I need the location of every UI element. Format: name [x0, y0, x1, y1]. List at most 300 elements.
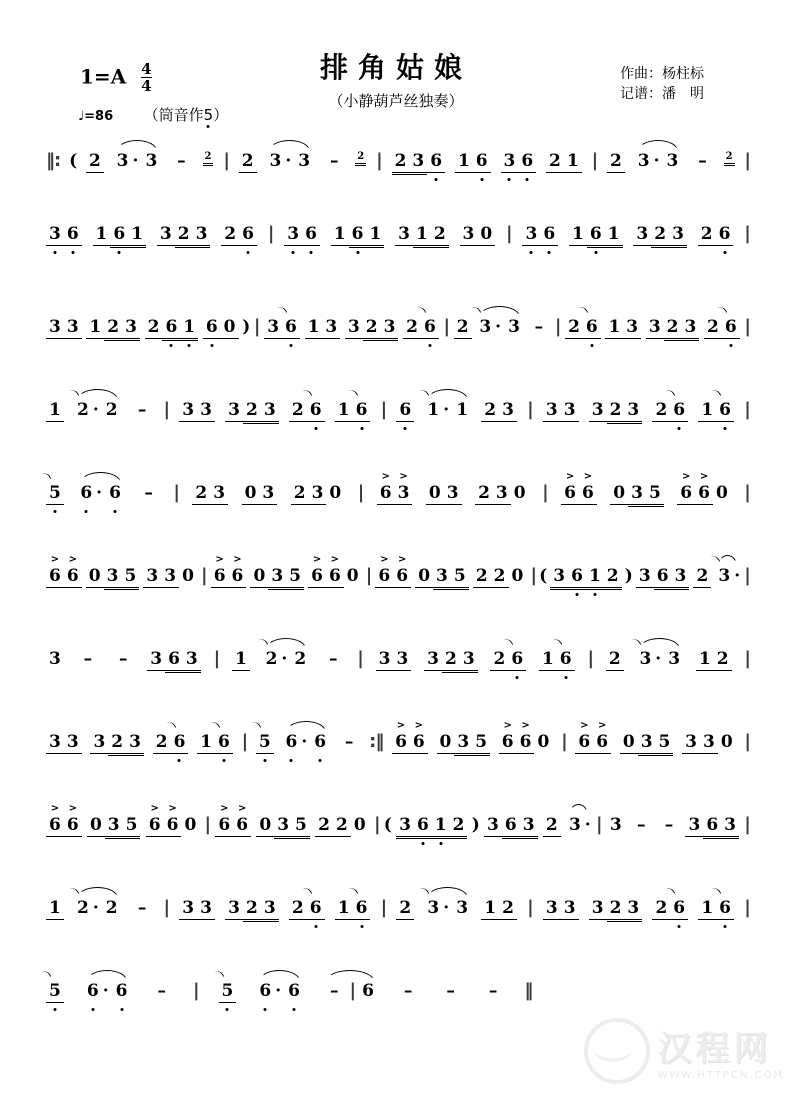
low-octave-dot: [508, 178, 511, 181]
dash-extension: –: [403, 981, 413, 1001]
tube-note-digit: 5: [203, 106, 214, 124]
note: 3: [456, 898, 469, 918]
beat-group: [375, 565, 411, 588]
note: 3: [623, 316, 641, 339]
note: 3: [672, 565, 690, 588]
note: 0: [256, 814, 274, 837]
note: 3: [628, 482, 646, 505]
note: 6: [716, 897, 734, 920]
note: 6: [716, 399, 734, 422]
note: 3: [210, 482, 228, 505]
beat-group: [543, 897, 579, 920]
note: 6: [654, 565, 672, 588]
beat-group: [86, 150, 104, 173]
beat-group: [505, 316, 523, 338]
beat-group: [46, 648, 64, 670]
beat-group: [377, 482, 413, 505]
beat-group: [345, 316, 399, 339]
slur: [321, 970, 379, 1002]
note: 2: [499, 897, 517, 920]
note: 3: [508, 317, 520, 337]
note: 2: [543, 814, 561, 837]
beat-group: [575, 731, 611, 754]
duration-dot: ·: [275, 981, 282, 1001]
note: 6: [557, 648, 575, 671]
barline: |: [357, 648, 363, 669]
beat-group: [453, 897, 471, 919]
note: 2: [606, 648, 624, 671]
grace-beat: [203, 150, 214, 164]
note: 3: [568, 815, 581, 835]
barline: |: [744, 150, 750, 171]
beat-group: [86, 316, 140, 339]
low-octave-dot: [71, 251, 74, 254]
note: 5: [121, 565, 139, 588]
paren: ): [242, 317, 251, 337]
low-octave-dot: [724, 427, 727, 430]
note: > 6: [211, 565, 229, 588]
note: > 6: [392, 731, 410, 754]
low-octave-dot: [222, 759, 225, 762]
note: 6: [110, 223, 128, 246]
note: 2: [481, 399, 499, 422]
note: 1: [564, 150, 582, 173]
beat-group: [256, 814, 310, 837]
note: 0: [250, 565, 268, 588]
note: > 6: [308, 565, 326, 588]
note: 3: [609, 815, 622, 835]
note: > 6: [579, 482, 597, 505]
note: 3: [638, 731, 656, 754]
note: > 6: [393, 565, 411, 588]
note: 3: [268, 565, 286, 588]
notation-line: [44, 223, 752, 257]
note: 6: [583, 316, 601, 339]
note: 2: [263, 648, 281, 670]
watermark-site-url: WWW.HTTPCN.COM: [657, 1070, 784, 1081]
barline: |: [595, 814, 602, 835]
note: 2: [652, 399, 670, 422]
beat-group: [715, 565, 740, 587]
note: 6: [421, 316, 439, 339]
tempo-marking: ♩=86: [78, 109, 114, 124]
note: 2: [725, 151, 733, 162]
beat-group: [221, 223, 257, 246]
beat-group: [146, 814, 200, 837]
low-octave-dot: [428, 344, 431, 347]
beat-group: [113, 980, 131, 1002]
note: 3: [522, 223, 540, 246]
note: 1: [456, 400, 469, 420]
beat-group: [403, 316, 439, 339]
note: 3: [225, 897, 243, 920]
slur: [82, 970, 133, 1002]
beat-group: [620, 731, 674, 754]
barline: |: [744, 814, 750, 835]
beat-group: [539, 648, 575, 671]
notation-line: [44, 389, 752, 423]
note: 3: [633, 223, 651, 246]
low-octave-dot: [210, 344, 213, 347]
barline: |: [542, 482, 548, 503]
note: 3: [543, 897, 561, 920]
low-octave-dot: [53, 1008, 56, 1011]
low-octave-dot: [114, 510, 117, 513]
low-octave-dot: [593, 593, 596, 596]
note: 2: [239, 150, 257, 173]
beat-group: [308, 565, 362, 588]
note: 3: [424, 897, 442, 919]
beat-group: [225, 399, 279, 422]
beat-group: [46, 731, 82, 754]
note: 3: [126, 731, 144, 754]
note: 3: [424, 648, 442, 671]
slur: [254, 970, 305, 1002]
note: 0: [537, 732, 550, 752]
dash-extension: –: [83, 649, 93, 669]
note: 3: [298, 151, 311, 171]
note: 3: [395, 223, 413, 246]
beat-group: [636, 565, 690, 588]
low-octave-dot: [91, 1008, 94, 1011]
beat-group: [46, 482, 64, 505]
note: 3: [264, 316, 282, 339]
low-octave-dot: [724, 925, 727, 928]
beat-group: [232, 648, 250, 671]
low-octave-dot: [480, 178, 483, 181]
duration-dot: ·: [285, 151, 292, 171]
dash-extension: –: [636, 815, 646, 835]
low-octave-dot: [356, 251, 359, 254]
beat-group: [239, 150, 257, 173]
barline: |: [591, 150, 598, 171]
note: 2: [704, 316, 722, 339]
slur: [713, 555, 742, 587]
note: 1: [481, 897, 499, 920]
paren: (: [383, 815, 392, 835]
low-octave-dot: [723, 251, 726, 254]
note: 2: [403, 316, 421, 339]
beat-group: [453, 399, 471, 421]
note: > 6: [233, 814, 251, 837]
note: 0: [242, 482, 260, 505]
note: > 6: [375, 565, 393, 588]
note: 2: [475, 482, 493, 505]
note: 0: [86, 565, 104, 588]
note: > 6: [499, 731, 517, 754]
note: 2: [431, 223, 449, 246]
note: 3: [444, 482, 462, 505]
note: 5: [286, 565, 304, 588]
beat-group: [315, 814, 369, 837]
beat-group: [473, 565, 527, 588]
beat-group: [636, 648, 661, 670]
beat-group: [291, 482, 345, 505]
barline: |: [380, 399, 387, 420]
beat-group: [652, 897, 688, 920]
note: 3: [345, 316, 363, 339]
duration-dot: ·: [443, 898, 450, 918]
note: 3: [225, 399, 243, 422]
note: 2: [714, 648, 732, 671]
paren: (: [69, 151, 78, 171]
dash-extension: –: [329, 151, 339, 171]
note: 1: [432, 814, 450, 837]
note: 3: [561, 399, 579, 422]
beat-group: [476, 316, 501, 338]
note: > 6: [146, 814, 164, 837]
beat-group: [84, 980, 109, 1002]
note: 3: [493, 482, 511, 505]
note: 3: [269, 151, 282, 171]
final-barline: ‖: [524, 980, 533, 1001]
watermark: [584, 1018, 784, 1084]
note: 6: [716, 223, 734, 246]
note: 3: [700, 731, 718, 754]
note: 3: [520, 814, 538, 837]
grace-beat: [355, 150, 366, 164]
beat-group: [225, 897, 279, 920]
note: 3: [721, 814, 739, 837]
beat-group: [289, 897, 325, 920]
note: 3: [636, 565, 654, 588]
beat-group: [698, 399, 734, 422]
note: 3: [682, 731, 700, 754]
note: 3: [261, 897, 279, 920]
beat-group: [74, 897, 99, 919]
note: 2: [491, 565, 509, 588]
note: 3: [685, 814, 703, 837]
slur: [634, 638, 685, 670]
beat-group: [635, 150, 660, 172]
note: 3: [561, 897, 579, 920]
beat-group: [501, 150, 537, 173]
barline: |: [253, 316, 260, 337]
barline: |: [223, 150, 229, 171]
barline: |: [163, 399, 170, 420]
note: 2: [392, 150, 410, 173]
note: 3: [682, 316, 700, 339]
note: 3: [157, 223, 175, 246]
note: 5: [123, 814, 141, 837]
beat-group: [295, 150, 313, 172]
note: 0: [184, 815, 197, 835]
duration-dot: ·: [653, 151, 660, 171]
note: 1: [46, 897, 64, 920]
slur: [564, 804, 593, 836]
barline: |: [380, 897, 387, 918]
note: 0: [715, 483, 728, 503]
note: 3: [179, 399, 197, 422]
beat-group: [665, 648, 683, 670]
note: 2: [473, 565, 491, 588]
note: 3: [284, 223, 302, 246]
notation-line: [44, 472, 752, 506]
note: 3: [669, 223, 687, 246]
barline: |: [744, 223, 750, 244]
beat-group: [192, 482, 228, 505]
note: 0: [620, 731, 638, 754]
slur: [422, 887, 473, 919]
note: 1: [698, 897, 716, 920]
note: 3: [668, 649, 681, 669]
beat-group: [103, 897, 121, 919]
dash-extension: –: [137, 400, 147, 420]
beat-group: [698, 897, 734, 920]
note: 2: [74, 399, 92, 421]
note: 0: [426, 482, 444, 505]
dash-extension: –: [177, 151, 186, 171]
low-octave-dot: [516, 676, 519, 679]
beat-group: [460, 223, 496, 246]
beat-group: [77, 482, 102, 504]
duration-dot: ·: [102, 981, 109, 1001]
low-octave-dot: [576, 593, 579, 596]
notation-line: [44, 555, 752, 589]
note: 3: [143, 565, 161, 588]
beat-group: [607, 814, 625, 836]
note: 6: [414, 814, 432, 837]
duration-dot: ·: [584, 815, 591, 835]
barline: |: [530, 565, 537, 586]
note: 3: [64, 316, 82, 339]
barline: |: [267, 223, 274, 244]
note: 3: [636, 648, 654, 670]
note: > 6: [677, 482, 695, 505]
beat-group: [283, 731, 308, 753]
note: 2: [652, 897, 670, 920]
note: 2: [243, 897, 261, 920]
beat-group: [395, 223, 449, 246]
composer-credit: 作曲：杨柱标: [620, 66, 704, 82]
note: 2: [289, 897, 307, 920]
beat-group: [396, 897, 414, 920]
low-octave-dot: [226, 1008, 229, 1011]
note: > 6: [561, 482, 579, 505]
note: 3: [193, 223, 211, 246]
beat-group: [610, 482, 664, 505]
note: > 6: [64, 814, 82, 837]
note: 2: [607, 897, 625, 920]
grace-note: [353, 150, 368, 164]
grace-note: [722, 150, 737, 164]
note: 0: [329, 483, 342, 503]
note: > 6: [575, 731, 593, 754]
note: > 6: [46, 565, 64, 588]
beat-group: [46, 223, 82, 246]
low-octave-dot: [178, 759, 181, 762]
song-subtitle: （小静葫芦丝独奏）: [328, 92, 464, 110]
slur: [261, 638, 312, 670]
note: 3: [46, 223, 64, 246]
note: 3: [309, 482, 327, 505]
note: 3: [49, 649, 61, 669]
beat-group: [203, 316, 239, 339]
note: 3: [589, 399, 607, 422]
beat-group: [179, 897, 215, 920]
beat-group: [103, 399, 121, 421]
beat-group: [46, 399, 64, 422]
note: 6: [502, 814, 520, 837]
beat-group: [415, 565, 469, 588]
note: > 6: [410, 731, 428, 754]
note: 5: [46, 980, 64, 1003]
note: 6: [239, 223, 257, 246]
beat-group: [219, 980, 237, 1003]
low-octave-dot: [564, 676, 567, 679]
note: 3: [394, 648, 412, 671]
note: > 6: [164, 814, 182, 837]
low-octave-dot: [435, 178, 438, 181]
note: 5: [219, 980, 237, 1003]
note: 1: [605, 316, 623, 339]
beat-group: [142, 150, 160, 172]
notation-line: [44, 887, 752, 921]
barline: |: [506, 223, 512, 244]
note: 6: [282, 316, 300, 339]
dash-extension: –: [328, 649, 338, 669]
note: 6: [203, 316, 221, 339]
note: 3: [484, 814, 502, 837]
note: 6: [307, 897, 325, 920]
beat-group: [114, 150, 139, 172]
note: 3: [322, 316, 340, 339]
note: 3: [145, 151, 158, 171]
barline: |: [744, 316, 750, 337]
note: 2: [153, 731, 171, 754]
barline: |: [443, 316, 450, 337]
note: 6: [165, 648, 183, 671]
note: 0: [182, 566, 194, 586]
note: 0: [513, 483, 526, 503]
note: 0: [720, 732, 733, 752]
dash-extension: –: [488, 981, 498, 1001]
beat-group: [490, 648, 526, 671]
note: 3: [460, 648, 478, 671]
note: 5: [292, 814, 310, 837]
barline: |: [744, 897, 750, 918]
beat-group: [284, 223, 320, 246]
low-octave-dot: [53, 510, 56, 513]
grace-note: [201, 150, 216, 164]
beat-group: [143, 565, 197, 588]
note: 3: [90, 731, 108, 754]
beat-group: [566, 814, 591, 836]
dash-extension: –: [446, 981, 455, 1001]
note: 6: [77, 482, 95, 504]
low-octave-dot: [678, 925, 681, 928]
note: 2: [145, 316, 163, 339]
slur: [422, 389, 473, 421]
note: 2: [315, 814, 333, 837]
barline: |: [527, 399, 533, 420]
beat-group: [475, 482, 529, 505]
note: 2: [192, 482, 210, 505]
low-octave-dot: [290, 759, 293, 762]
dash-extension: –: [157, 981, 166, 1001]
notation-line: [44, 306, 752, 340]
note: 2: [74, 897, 92, 919]
note: 2: [442, 648, 460, 671]
grace-beat: [724, 150, 735, 164]
note: 2: [607, 399, 625, 422]
beat-group: [455, 150, 491, 173]
note: 5: [46, 482, 64, 505]
low-octave-dot: [264, 1008, 267, 1011]
note: > 6: [326, 565, 344, 588]
beat-group: [685, 814, 739, 837]
note: 2: [291, 482, 309, 505]
